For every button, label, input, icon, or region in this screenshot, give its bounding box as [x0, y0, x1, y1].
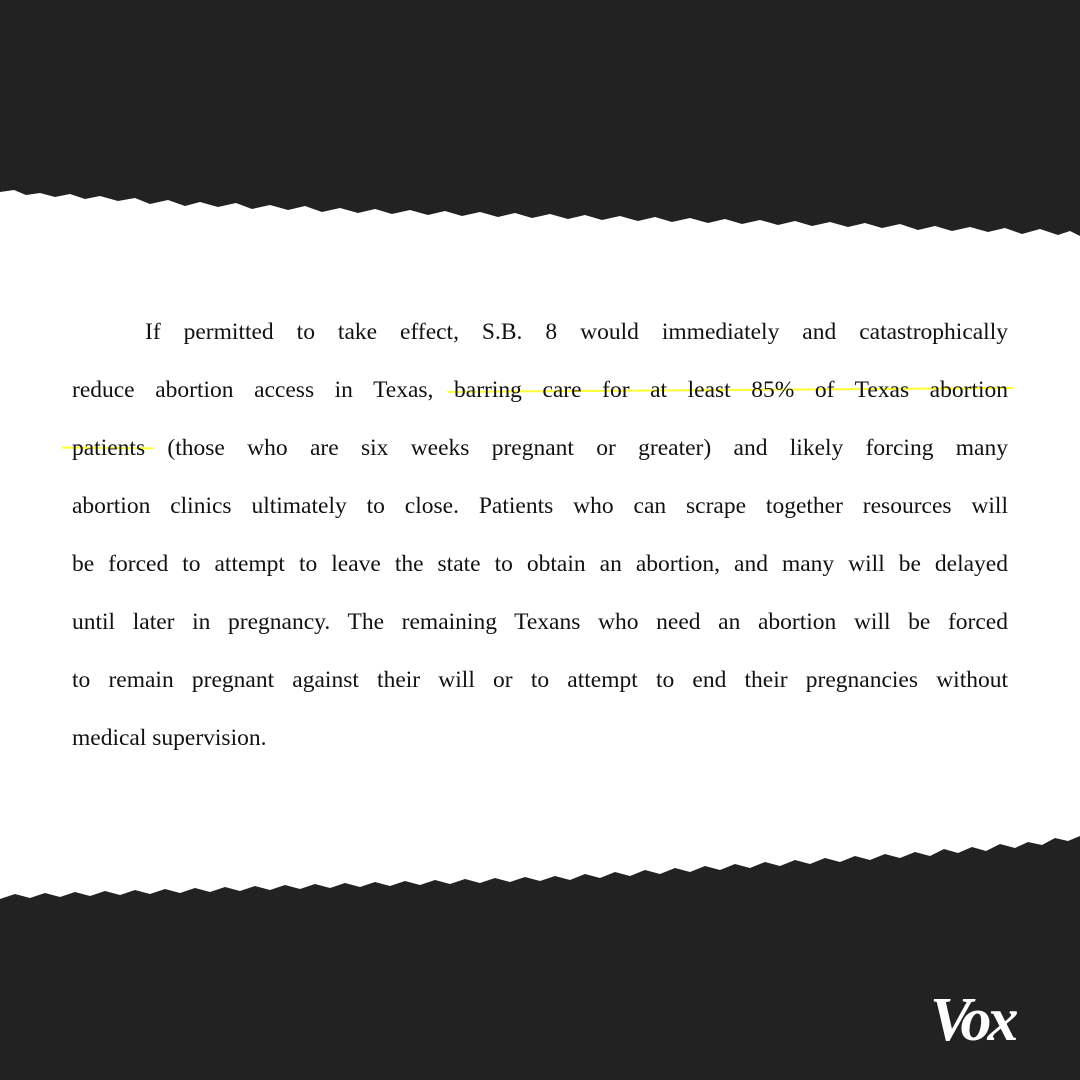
paragraph-line — [72, 535, 1008, 593]
paragraph-line — [72, 303, 1008, 361]
paragraph-line — [72, 593, 1008, 651]
vox-logo — [930, 988, 1046, 1050]
text-segment: until later in pregnancy. The remaining Texans who need an abortion will be forced — [72, 609, 1008, 635]
paragraph-line — [72, 419, 1008, 477]
paragraph-line — [72, 709, 1008, 767]
text-segment: (those who are six weeks pregnant or greater) and likely forcing many — [145, 435, 1008, 461]
text-segment: to remain pregnant against their will or to attempt to end their pregnancies without — [72, 667, 1008, 693]
paragraph-line — [72, 477, 1008, 535]
text-segment: be forced to attempt to leave the state to obtain an abortion, and many will be delayed — [72, 551, 1008, 577]
paragraph-line — [72, 361, 1008, 419]
vox-logo-wordmark: Vox — [930, 988, 1015, 1050]
paragraph-line — [72, 651, 1008, 709]
text-segment: medical supervision. — [72, 725, 267, 751]
text-segment: abortion clinics ultimately to close. Patients who can scrape together resources will — [72, 493, 1008, 519]
highlighted-text: barring care for at least 85% of Texas abortion — [454, 377, 1008, 403]
highlighted-text: patients — [72, 435, 146, 461]
document-paragraph — [72, 303, 1008, 767]
text-segment: reduce abortion access in Texas, — [72, 377, 434, 403]
text-segment: If permitted to take effect, S.B. 8 would immediately and catastrophically — [145, 319, 1008, 345]
